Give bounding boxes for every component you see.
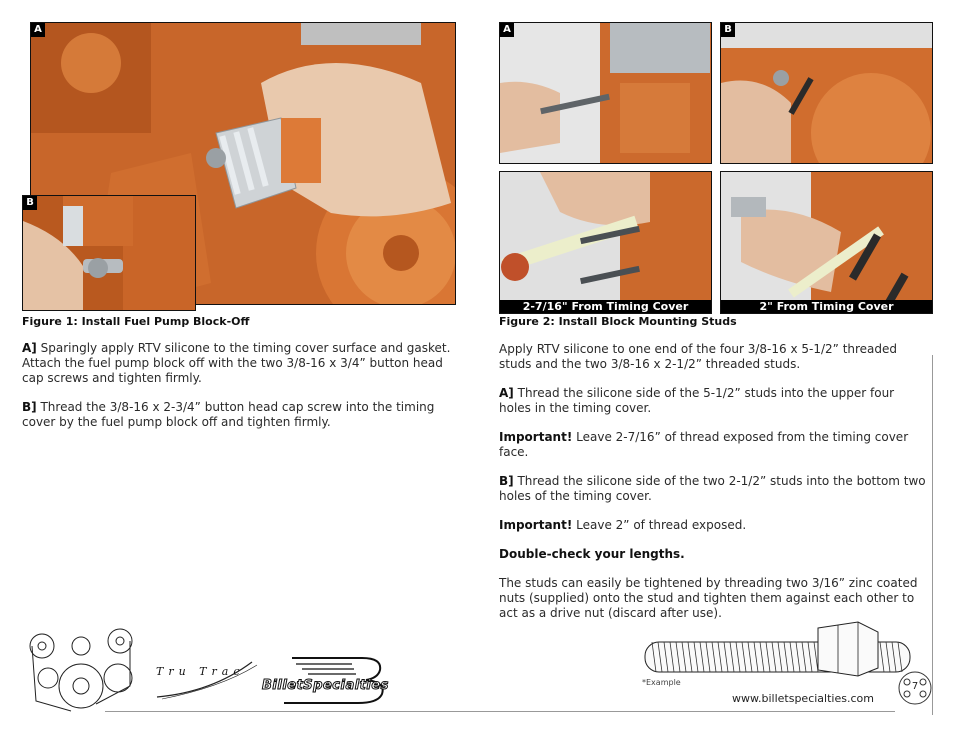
billet-specialties-logo — [262, 656, 422, 704]
swoosh-icon — [152, 657, 262, 702]
footer-rule — [105, 711, 895, 712]
figure2-tag-a: A — [500, 23, 514, 37]
figure2-tag-b: B — [721, 23, 735, 37]
figure2-double-check — [499, 547, 927, 562]
figure1-tag-a: A — [31, 23, 45, 37]
figure1-instructions — [22, 341, 462, 444]
stud-measure-photo-a — [500, 172, 711, 313]
figure2-photo-b — [720, 22, 933, 164]
website-url[interactable]: www.billetspecialties.com — [732, 692, 874, 705]
bolt-photo-illustration — [23, 196, 195, 310]
figure2-double-check-text: Double-check your lengths. — [499, 547, 685, 561]
threaded-stud-illustration — [640, 620, 915, 680]
figure2-important-2 — [499, 518, 927, 533]
page-number: 7 — [911, 681, 919, 692]
figure2-title: Figure 2: Install Block Mounting Studs — [499, 315, 737, 328]
figure2-photo-c — [499, 171, 712, 314]
figure2-important-1-text: Leave 2-7/16” of thread exposed from the timing cover face. — [499, 430, 909, 459]
figure2-closing: The studs can easily be tightened by threading two 3/16” zinc coated nuts (supplied) onto the stud and tighten them against each other to act as a drive nut (discard after use). — [499, 576, 918, 620]
figure1-step-b-lead: B] — [22, 400, 37, 414]
figure1-inset-photo — [22, 195, 196, 311]
engine-pulley-logo-icon — [26, 626, 136, 716]
figure1-step-b — [22, 400, 462, 430]
stud-photo-a-illustration — [500, 23, 711, 163]
stud-measure-photo-b — [721, 172, 932, 313]
figure2-instructions — [499, 342, 927, 635]
example-label: *Example — [642, 678, 681, 687]
figure2-step-b-lead: B] — [499, 474, 514, 488]
figure2-caption-right: 2" From Timing Cover — [721, 300, 932, 313]
figure1-step-a-lead: A] — [22, 341, 37, 355]
stud-photo-b-illustration — [721, 23, 932, 163]
trutrac-logo — [152, 657, 262, 702]
figure2-photo-d — [720, 171, 933, 314]
figure1-title: Figure 1: Install Fuel Pump Block-Off — [22, 315, 250, 328]
figure2-important-1 — [499, 430, 927, 460]
figure2-step-b — [499, 474, 927, 504]
figure2-important-2-text: Leave 2” of thread exposed. — [576, 518, 747, 532]
figure2-step-a-lead: A] — [499, 386, 514, 400]
figure1-tag-b: B — [23, 196, 37, 210]
billet-logo-text: BilletSpecialties — [262, 678, 389, 693]
figure1-step-a — [22, 341, 462, 386]
trutrac-logo-text: Tru Trac — [156, 665, 245, 678]
figure2-step-a — [499, 386, 927, 416]
figure2-intro: Apply RTV silicone to one end of the four 3/8-16 x 5-1/2” threaded studs and the two 3/8-16 x 2-1/2” threaded studs. — [499, 342, 898, 371]
figure2-caption-left: 2-7/16" From Timing Cover — [500, 300, 711, 313]
figure2-step-a-text: Thread the silicone side of the 5-1/2” studs into the upper four holes in the timing cover. — [499, 386, 895, 415]
figure2-important-1-lead: Important! — [499, 430, 573, 444]
figure2-photo-a — [499, 22, 712, 164]
figure1-step-a-text: Sparingly apply RTV silicone to the timing cover surface and gasket. Attach the fuel pump block off with the two 3/8-16 x 3/4” button head cap screws and tighten firmly. — [22, 341, 451, 385]
page-number-badge — [897, 670, 933, 706]
figure2-step-b-text: Thread the silicone side of the two 2-1/2” studs into the bottom two holes of the timing cover. — [499, 474, 926, 503]
figure1-step-b-text: Thread the 3/8-16 x 2-3/4” button head cap screw into the timing cover by the fuel pump block off and tighten firmly. — [22, 400, 435, 429]
right-column-divider — [932, 355, 933, 715]
figure2-important-2-lead: Important! — [499, 518, 573, 532]
